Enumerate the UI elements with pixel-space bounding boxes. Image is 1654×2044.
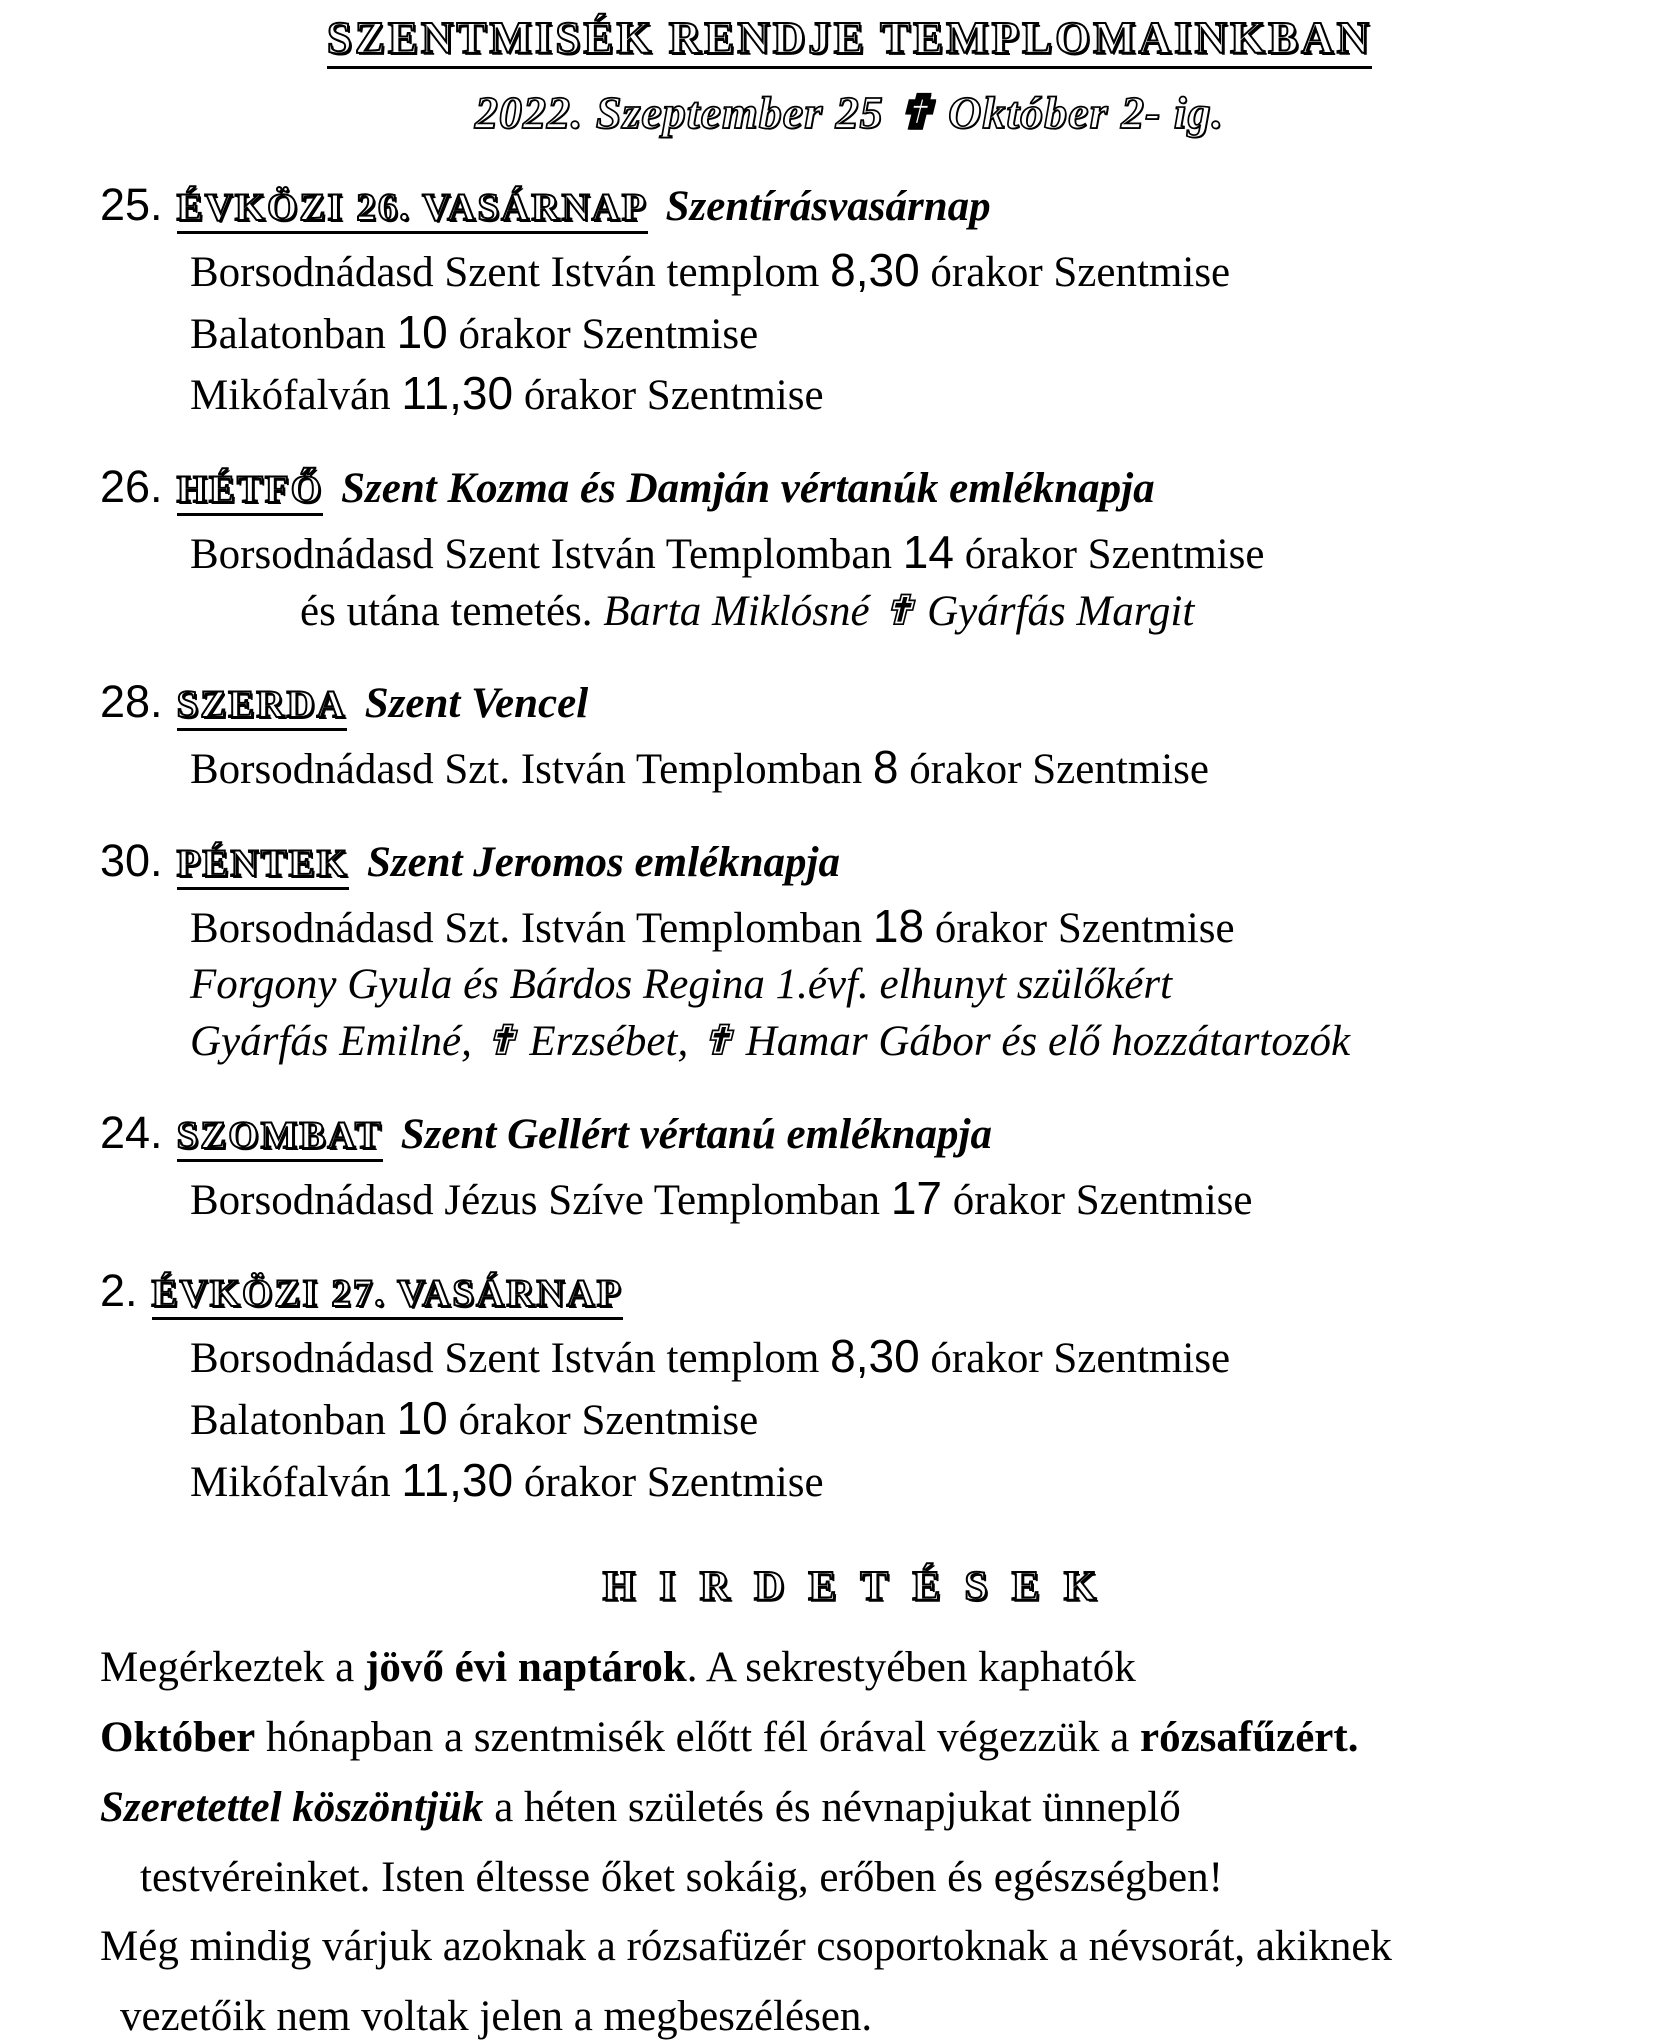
announcement-line bbox=[100, 1711, 1614, 1765]
mass-time: 8,30 bbox=[830, 1330, 920, 1382]
announcement-text: Megérkeztek a bbox=[100, 1644, 366, 1692]
schedule-entry-sunday-27 bbox=[85, 1263, 1614, 1511]
mass-time: 17 bbox=[890, 1171, 942, 1224]
day-name: SZERDA bbox=[177, 683, 347, 731]
page-title: SZENTMISÉK RENDJE TEMPLOMAINKBAN bbox=[327, 12, 1372, 69]
schedule-entry-sunday-26 bbox=[85, 177, 1614, 425]
schedule-entry-wednesday bbox=[85, 674, 1614, 799]
feast-name: Szent Kozma és Damján vértanúk emléknapja bbox=[341, 465, 1155, 512]
day-name: HÉTFŐ bbox=[177, 468, 324, 516]
mass-suffix: órakor Szentmise bbox=[941, 1176, 1253, 1224]
mass-place: Mikófalván bbox=[190, 372, 402, 420]
mass-time: 8 bbox=[872, 741, 899, 793]
mass-place: Borsodnádasd Szt. István Templomban bbox=[190, 904, 873, 952]
mass-line bbox=[190, 737, 1614, 799]
entry-header bbox=[100, 1263, 1614, 1320]
entry-header bbox=[100, 177, 1614, 234]
day-name: SZOMBAT bbox=[177, 1114, 383, 1162]
mass-intention-line: Forgony Gyula és Bárdos Regina 1.évf. elhunyt szülőkért bbox=[190, 961, 1173, 1009]
mass-time: 11,30 bbox=[401, 1453, 514, 1506]
announcement-emphasis: Szeretettel köszöntjük bbox=[100, 1783, 484, 1831]
mass-suffix: órakor Szentmise bbox=[953, 530, 1265, 578]
entry-header bbox=[100, 1105, 1614, 1162]
announcement-emphasis: rózsafűzért. bbox=[1140, 1714, 1359, 1761]
day-number: 28. bbox=[100, 676, 163, 728]
funeral-note-line bbox=[300, 584, 1614, 641]
mass-place: Balatonban bbox=[190, 310, 397, 358]
announcements-heading: HIRDETÉSEK bbox=[602, 1564, 1121, 1611]
day-name: ÉVKÖZI 26. VASÁRNAP bbox=[177, 186, 648, 234]
entry-header bbox=[100, 833, 1614, 890]
mass-suffix: órakor Szentmise bbox=[513, 372, 824, 420]
feast-name: Szent Vencel bbox=[364, 680, 589, 728]
day-number: 26. bbox=[100, 461, 163, 512]
day-number: 2. bbox=[100, 1265, 138, 1317]
mass-time: 18 bbox=[872, 899, 925, 952]
feast-name: Szentírásvasárnap bbox=[665, 183, 991, 230]
mass-line bbox=[190, 240, 1614, 302]
mass-time: 10 bbox=[396, 1391, 448, 1444]
announcement-line: Még mindig várjuk azoknak a rózsafüzér csoportoknak a névsorát, akiknek bbox=[100, 1923, 1392, 1971]
funeral-note: és utána temetés. bbox=[300, 587, 604, 635]
mass-place: Borsodnádasd Szent István templom bbox=[190, 248, 831, 296]
day-number: 24. bbox=[100, 1106, 163, 1158]
mass-suffix: órakor Szentmise bbox=[447, 1396, 759, 1444]
announcement-text: hónapban a szentmisék előtt fél órával végezzük a bbox=[255, 1714, 1140, 1761]
mass-place: Borsodnádasd Szent István templom bbox=[190, 1335, 831, 1382]
mass-line bbox=[190, 302, 1614, 364]
announcement-line: testvéreinket. Isten éltesse őket sokáig, erőben és egészségben! bbox=[140, 1853, 1223, 1901]
entry-header bbox=[100, 674, 1614, 731]
mass-place: Borsodnádasd Szent István Templomban bbox=[190, 530, 903, 578]
mass-intention-line: Gyárfás Emilné, ✟ Erzsébet, ✟ Hamar Gábor és elő hozzátartozók bbox=[190, 1018, 1351, 1065]
mass-suffix: órakor Szentmise bbox=[919, 1335, 1231, 1382]
announcement-line: vezetőik nem voltak jelen a megbeszélésen. bbox=[120, 1993, 873, 2040]
mass-suffix: órakor Szentmise bbox=[447, 310, 759, 358]
mass-line bbox=[190, 363, 1614, 425]
mass-place: Mikófalván bbox=[190, 1458, 402, 1506]
mass-line bbox=[190, 1450, 1614, 1512]
mass-line bbox=[190, 896, 1614, 958]
entry-header bbox=[100, 459, 1614, 516]
announcement-line bbox=[100, 1781, 1614, 1835]
day-name: PÉNTEK bbox=[177, 842, 349, 890]
mass-suffix: órakor Szentmise bbox=[513, 1458, 824, 1506]
mass-line bbox=[190, 522, 1614, 584]
mass-suffix: órakor Szentmise bbox=[898, 746, 1209, 793]
title-row bbox=[85, 12, 1614, 69]
mass-place: Borsodnádasd Szt. István Templomban bbox=[190, 746, 873, 793]
announcements-heading-row bbox=[85, 1563, 1614, 1611]
mass-time: 14 bbox=[902, 525, 954, 578]
day-number: 30. bbox=[100, 834, 163, 886]
announcement-emphasis: Október bbox=[100, 1714, 256, 1761]
mass-place: Borsodnádasd Jézus Szíve Templomban bbox=[190, 1176, 891, 1224]
announcement-emphasis: jövő évi naptárok bbox=[365, 1644, 687, 1692]
mass-suffix: órakor Szentmise bbox=[924, 904, 1235, 952]
funeral-names: Barta Miklósné ✟ Gyárfás Margit bbox=[603, 587, 1195, 635]
feast-name: Szent Jeromos emléknapja bbox=[366, 838, 840, 886]
announcement-line bbox=[100, 1641, 1614, 1695]
mass-line bbox=[190, 1326, 1614, 1388]
mass-line bbox=[190, 1168, 1614, 1230]
subtitle-row bbox=[85, 85, 1614, 139]
mass-place: Balatonban bbox=[190, 1396, 397, 1444]
announcement-text: a héten születés és névnapjukat ünneplő bbox=[483, 1783, 1181, 1831]
day-number: 25. bbox=[100, 179, 163, 230]
mass-suffix: órakor Szentmise bbox=[919, 248, 1231, 296]
mass-time: 11,30 bbox=[401, 367, 514, 420]
mass-line bbox=[190, 1388, 1614, 1450]
mass-time: 10 bbox=[396, 305, 448, 358]
feast-name: Szent Gellért vértanú emléknapja bbox=[400, 1110, 992, 1158]
date-range: 2022. Szeptember 25 ✟ Október 2- ig. bbox=[474, 87, 1225, 138]
schedule-entry-monday bbox=[85, 459, 1614, 640]
schedule-entry-saturday bbox=[85, 1105, 1614, 1230]
schedule-entry-friday bbox=[85, 833, 1614, 1071]
announcement-text: . A sekrestyében kaphatók bbox=[686, 1644, 1136, 1692]
mass-time: 8,30 bbox=[830, 243, 920, 296]
day-name: ÉVKÖZI 27. VASÁRNAP bbox=[152, 1272, 623, 1320]
